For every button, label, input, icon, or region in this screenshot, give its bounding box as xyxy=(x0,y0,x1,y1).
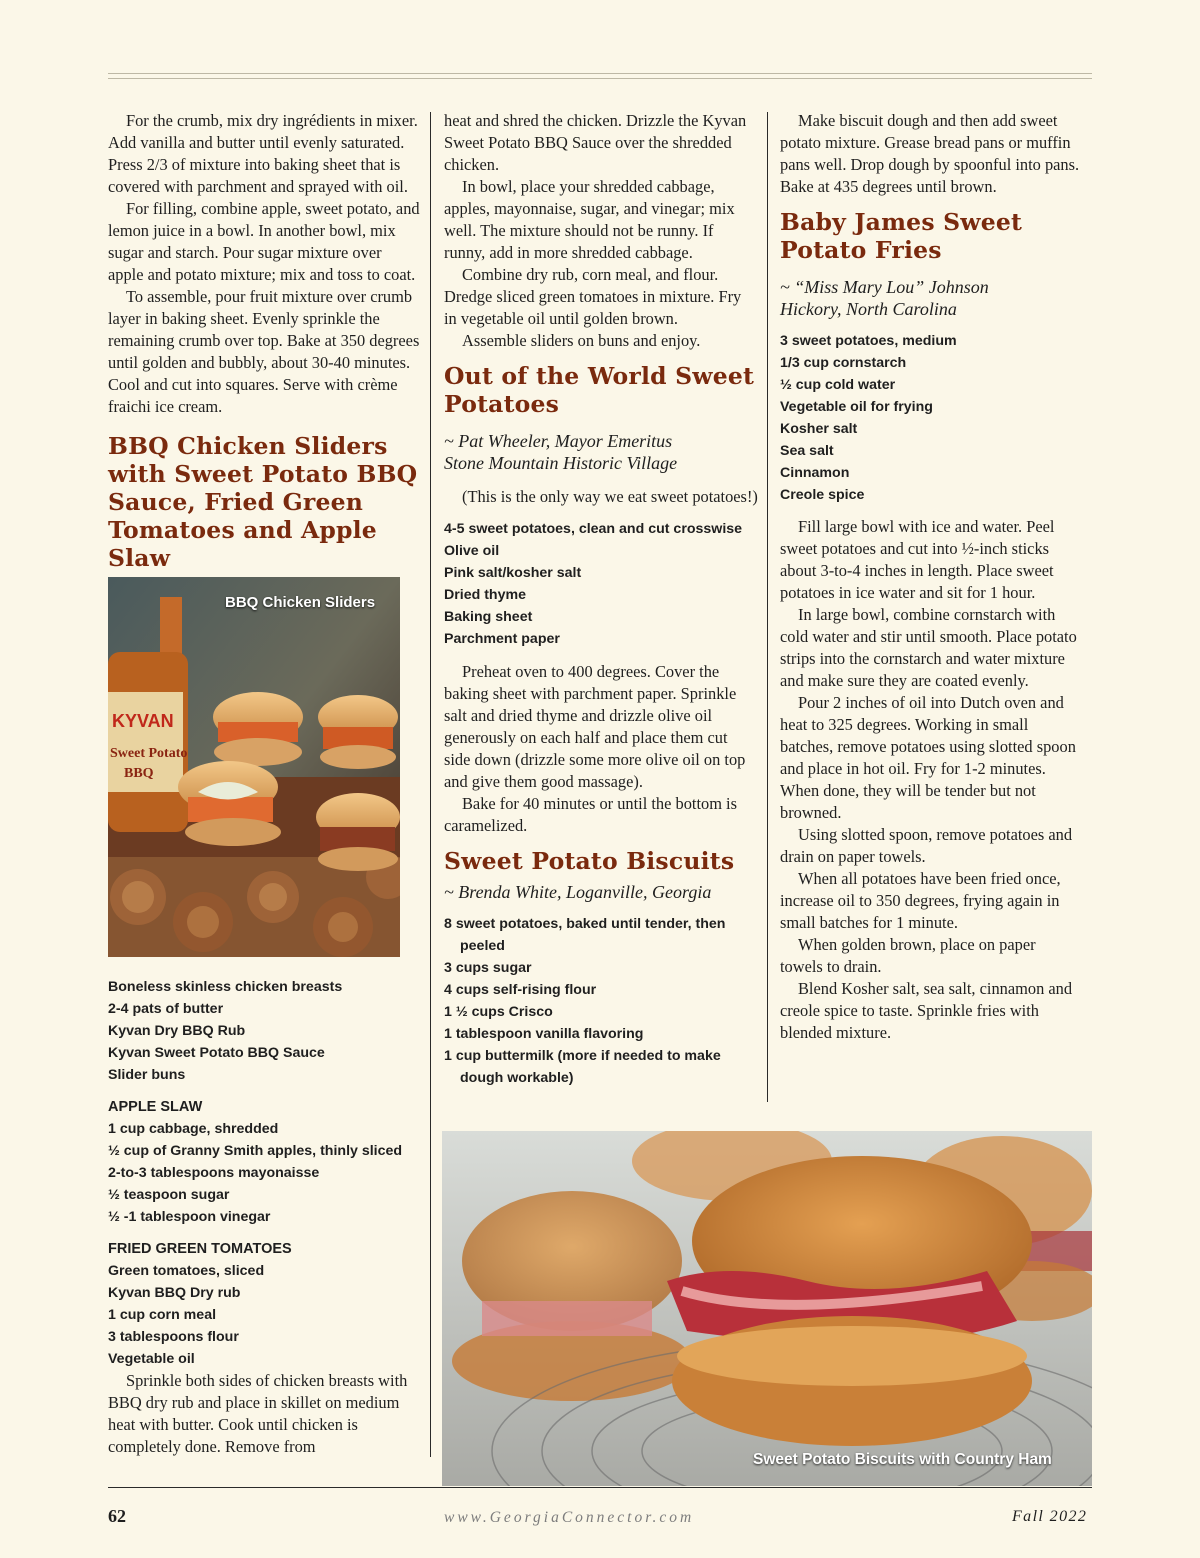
header-rule-top xyxy=(108,73,1092,74)
apple-slaw-heading: APPLE SLAW xyxy=(108,1099,203,1115)
recipe-note: (This is the only way we eat sweet potatoes!) xyxy=(462,487,758,506)
list-item: Kosher salt xyxy=(780,421,858,437)
sliders-illustration xyxy=(108,577,400,957)
byline-stone-mountain: Stone Mountain Historic Village xyxy=(444,453,678,473)
tomatoes-paragraph: Combine dry rub, corn meal, and flour. Dredge sliced green tomatoes in mixture. Fry in vegetable oil until golden brown. xyxy=(444,265,742,328)
list-item: 3 cups sugar xyxy=(444,960,532,976)
sliders-photo-caption: BBQ Chicken Sliders xyxy=(225,594,376,611)
list-item: Baking sheet xyxy=(444,609,533,625)
list-item: Dried thyme xyxy=(444,587,526,603)
byline-johnson: ~ “Miss Mary Lou” Johnson xyxy=(780,277,989,297)
website-url: www.GeorgiaConnector.com xyxy=(444,1509,695,1526)
out-of-the-world-title: Out of the World Sweet Potatoes xyxy=(444,362,755,418)
list-item: 1/3 cup cornstarch xyxy=(780,355,907,371)
fries-ingredients xyxy=(780,330,1080,506)
list-item: ½ cup cold water xyxy=(780,377,896,393)
list-item: 1 cup buttermilk (more if needed to make dough workable) xyxy=(444,1048,721,1086)
ice-water-paragraph: Fill large bowl with ice and water. Peel sweet potatoes and cut into ½-inch sticks about 3-to-4 inches in length. Place sweet potatoes in ice water and sit for 1 hour. xyxy=(780,517,1055,602)
page-number: 62 xyxy=(108,1506,126,1526)
cornstarch-paragraph: In large bowl, combine cornstarch with cold water and stir until smooth. Place potato strips into the cornstarch and water mixture and make sure they are coated evenly. xyxy=(780,605,1077,690)
byline-wheeler: ~ Pat Wheeler, Mayor Emeritus xyxy=(444,431,673,451)
list-item: Boneless skinless chicken breasts xyxy=(108,979,343,995)
column-3 xyxy=(780,110,1080,1044)
footer-rule xyxy=(108,1487,1092,1488)
list-item: Kyvan BBQ Dry rub xyxy=(108,1285,241,1301)
list-item: 1 ½ cups Crisco xyxy=(444,1004,553,1020)
column-1 xyxy=(108,110,421,572)
column-1-lower xyxy=(108,976,421,1458)
column-2 xyxy=(444,110,758,1089)
list-item: Sea salt xyxy=(780,443,834,459)
fry-paragraph: Pour 2 inches of oil into Dutch oven and heat to 325 degrees. Working in small batches, remove potatoes using slotted spoon and place in hot oil. Fry for 1-2 minutes. When done, they will be tender but not browned. xyxy=(780,693,1076,822)
list-item: 2-4 pats of butter xyxy=(108,1001,224,1017)
sweet-potatoes-ingredients xyxy=(444,518,758,650)
list-item: Kyvan Dry BBQ Rub xyxy=(108,1023,246,1039)
list-item: Parchment paper xyxy=(444,631,560,647)
byline-hickory: Hickory, North Carolina xyxy=(780,299,957,319)
green-tomatoes-heading: FRIED GREEN TOMATOES xyxy=(108,1241,292,1257)
shred-paragraph: heat and shred the chicken. Drizzle the Kyvan Sweet Potato BBQ Sauce over the shredded chicken. xyxy=(444,111,747,174)
biscuits-ingredients xyxy=(444,913,758,1089)
list-item: 1 tablespoon vanilla flavoring xyxy=(444,1026,644,1042)
fries-title: Baby James Sweet Potato Fries xyxy=(780,208,1023,264)
bake-paragraph: Bake for 40 minutes or until the bottom is caramelized. xyxy=(444,794,737,835)
biscuits-photo xyxy=(442,1131,1092,1486)
filling-paragraph: For filling, combine apple, sweet potato, and lemon juice in a bowl. In another bowl, mix sugar and starch. Pour sugar mixture over apple and potato mixture; mix and toss to coat. xyxy=(108,199,420,284)
bbq-sliders-title: BBQ Chicken Sliders with Sweet Potato BBQ Sauce, Fried Green Tomatoes and Apple Slaw xyxy=(108,432,418,572)
preheat-paragraph: Preheat oven to 400 degrees. Cover the baking sheet with parchment paper. Sprinkle salt and dried thyme and drizzle olive oil generously on each half and place them cut side down (drizzle some more olive oil on top and give them good massage). xyxy=(444,662,746,791)
header-rule-bottom xyxy=(108,78,1092,79)
sliders-ingredients xyxy=(108,976,421,1086)
list-item: ½ -1 tablespoon vinegar xyxy=(108,1209,271,1225)
list-item: ½ cup of Granny Smith apples, thinly sliced xyxy=(108,1143,403,1159)
list-item: 4 cups self-rising flour xyxy=(444,982,597,998)
slaw-paragraph: In bowl, place your shredded cabbage, apples, mayonnaise, sugar, and vinegar; mix well. The mixture should not be runny. If runny, add in more shredded cabbage. xyxy=(444,177,735,262)
list-item: Vegetable oil for frying xyxy=(780,399,933,415)
list-item: Kyvan Sweet Potato BBQ Sauce xyxy=(108,1045,325,1061)
column-divider-right xyxy=(767,112,768,1102)
list-item: Cinnamon xyxy=(780,465,850,481)
column-divider-left xyxy=(430,112,431,1457)
list-item: Green tomatoes, sliced xyxy=(108,1263,265,1279)
list-item: Pink salt/kosher salt xyxy=(444,565,582,581)
list-item: 3 tablespoons flour xyxy=(108,1329,239,1345)
bottle-label-text: Sweet Potato xyxy=(110,746,188,761)
refry-paragraph: When all potatoes have been fried once, increase oil to 350 degrees, frying again in small batches for 1 minute. xyxy=(780,869,1061,932)
list-item: Slider buns xyxy=(108,1067,186,1083)
list-item: 2-to-3 tablespoons mayonaisse xyxy=(108,1165,320,1181)
list-item: 1 cup corn meal xyxy=(108,1307,217,1323)
issue-date: Fall 2022 xyxy=(1012,1508,1088,1525)
bottle-brand-text: KYVAN xyxy=(112,711,174,731)
crumb-paragraph: For the crumb, mix dry ingrédients in mixer. Add vanilla and butter until evenly saturated. Press 2/3 of mixture into baking sheet that is covered with parchment and sprayed with oil. xyxy=(108,111,418,196)
biscuits-photo-caption: Sweet Potato Biscuits with Country Ham xyxy=(753,1451,1052,1468)
drain-paragraph: Using slotted spoon, remove potatoes and drain on paper towels. xyxy=(780,825,1073,866)
list-item: 3 sweet potatoes, medium xyxy=(780,333,957,349)
list-item: Creole spice xyxy=(780,487,865,503)
biscuits-title: Sweet Potato Biscuits xyxy=(444,847,735,875)
byline-white: ~ Brenda White, Loganville, Georgia xyxy=(444,882,712,902)
biscuits-illustration xyxy=(442,1131,1092,1486)
assemble-sliders-paragraph: Assemble sliders on buns and enjoy. xyxy=(462,331,701,350)
list-item: Olive oil xyxy=(444,543,500,559)
bottle-label-bbq: BBQ xyxy=(124,766,154,781)
list-item: 1 cup cabbage, shredded xyxy=(108,1121,279,1137)
season-paragraph: Blend Kosher salt, sea salt, cinnamon and creole spice to taste. Sprinkle fries with blended mixture. xyxy=(780,979,1073,1042)
chicken-paragraph: Sprinkle both sides of chicken breasts with BBQ dry rub and place in skillet on medium heat with butter. Cook until chicken is completely done. Remove from xyxy=(108,1371,408,1456)
golden-paragraph: When golden brown, place on paper towels to drain. xyxy=(780,935,1036,976)
list-item: ½ teaspoon sugar xyxy=(108,1187,230,1203)
bbq-sliders-photo xyxy=(108,577,400,957)
assemble-paragraph: To assemble, pour fruit mixture over crumb layer in baking sheet. Evenly sprinkle the remaining crumb over top. Bake at 350 degrees until golden and bubbly, about 30-40 minutes. Cool and cut into squares. Serve with crème fraichi ice cream. xyxy=(108,287,420,416)
apple-slaw-ingredients xyxy=(108,1118,421,1228)
biscuit-dough-paragraph: Make biscuit dough and then add sweet potato mixture. Grease bread pans or muffin pans well. Drop dough by spoonful into pans. Bake at 435 degrees until brown. xyxy=(780,111,1080,196)
list-item: 8 sweet potatoes, baked until tender, then peeled xyxy=(444,916,726,954)
green-tomatoes-ingredients xyxy=(108,1260,421,1370)
list-item: Vegetable oil xyxy=(108,1351,195,1367)
list-item: 4-5 sweet potatoes, clean and cut crosswise xyxy=(444,521,743,537)
